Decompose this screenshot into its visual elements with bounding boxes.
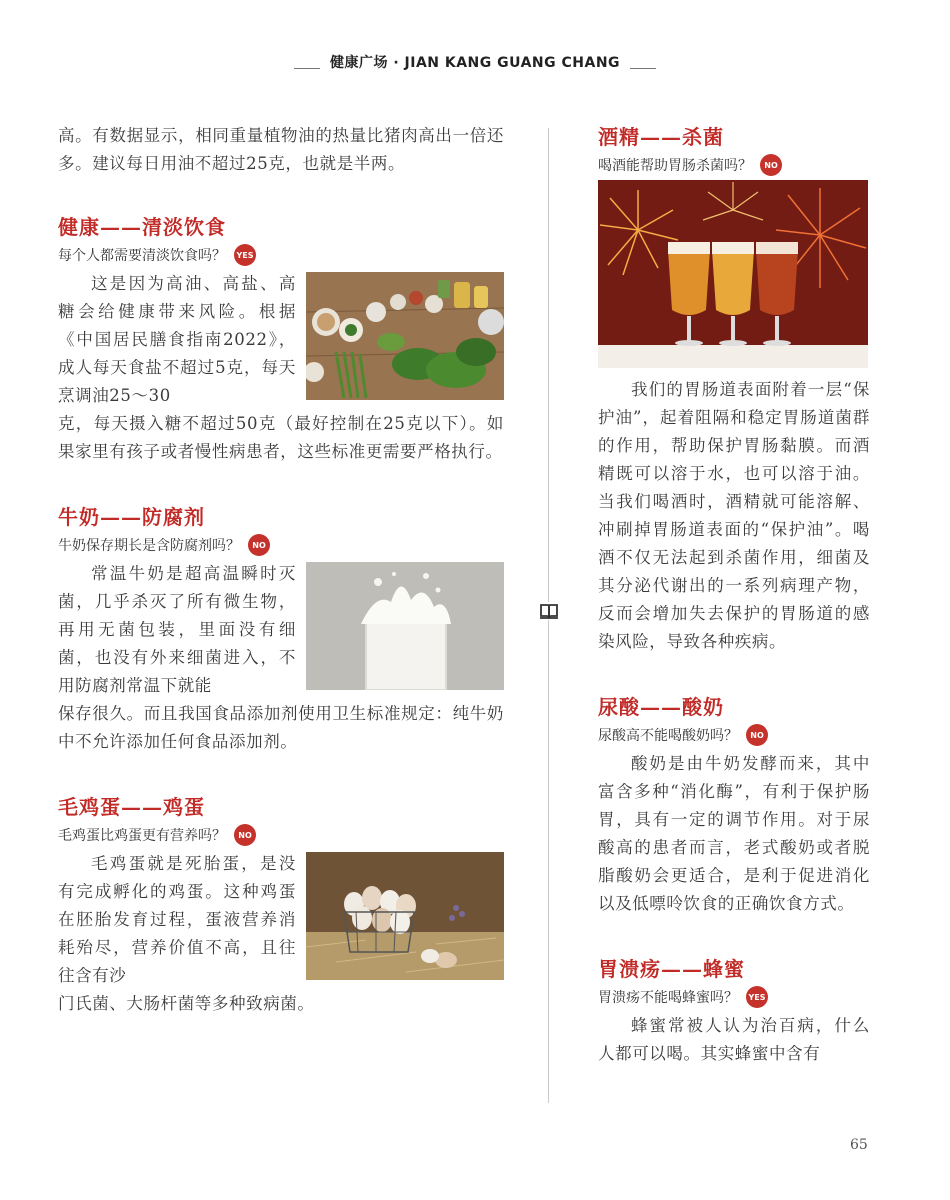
section-light-diet (58, 212, 504, 466)
section-uric-acid (598, 692, 870, 918)
question-line (58, 532, 504, 558)
question-line (58, 822, 504, 848)
section-alcohol (598, 122, 870, 656)
section-title: 毛鸡蛋——鸡蛋 (58, 795, 205, 819)
yes-badge: YES (234, 244, 256, 266)
question-text: 尿酸高不能喝酸奶吗？ (598, 728, 738, 744)
no-badge: NO (746, 724, 768, 746)
no-badge: NO (760, 154, 782, 176)
header-text: 健康广场 · JIAN KANG GUANG CHANG (329, 55, 621, 71)
paragraph: 蜂蜜常被人认为治百病，什么人都可以喝。其实蜂蜜中含有 (598, 1016, 870, 1063)
paragraph: 我们的胃肠道表面附着一层“保护油”，起着阻隔和稳定胃肠道菌群的作用，帮助保护胃肠黏膜。而酒精既可以溶于水，也可以溶于油。当我们喝酒时，酒精就可能溶解、冲刷掉胃肠道表面的“保护油”。喝酒不仅无法起到杀菌作用，细菌及其分泌代谢出的一系列病理产物，反而会增加失去保护的胃肠道的感染风险，导致各种疾病。 (598, 380, 870, 651)
intro-paragraph: 高。有数据显示，相同重量植物油的热量比猪肉高出一倍还多。建议每日用油不超过25克，也就是半两。 (58, 126, 504, 173)
paragraph-wrap: 这是因为高油、高盐、高糖会给健康带来风险。根据《中国居民膳食指南2022》，成人每天食盐不超过5克，每天烹调油25～30 (58, 274, 296, 405)
paragraph-rest: 保存很久。而且我国食品添加剂使用卫生标准规定：纯牛奶中不允许添加任何食品添加剂。 (58, 704, 504, 751)
paragraph-wrap: 常温牛奶是超高温瞬时灭菌，几乎杀灭了所有微生物，再用无菌包装，里面没有细菌，也没有外来细菌进入，不用防腐剂常温下就能 (58, 564, 296, 695)
no-badge: NO (234, 824, 256, 846)
book-icon (539, 602, 559, 620)
running-header (0, 50, 950, 74)
paragraph-rest: 门氏菌、大肠杆菌等多种致病菌。 (58, 994, 315, 1013)
section-title: 牛奶——防腐剂 (58, 505, 205, 529)
no-badge: NO (248, 534, 270, 556)
question-line (598, 722, 870, 748)
beer-fireworks-photo (598, 180, 868, 368)
question-text: 胃溃疡不能喝蜂蜜吗？ (598, 990, 738, 1006)
header-rule-right (630, 68, 656, 69)
question-text: 牛奶保存期长是含防腐剂吗？ (58, 538, 240, 554)
paragraph: 酸奶是由牛奶发酵而来，其中富含多种“消化酶”，有利于保护肠胃，具有一定的调节作用。对于尿酸高的患者而言，老式酸奶或者脱脂酸奶会更适合，是利于促进消化以及低嘌呤饮食的正确饮食方式。 (598, 754, 870, 913)
section-title: 健康——清淡饮食 (58, 215, 226, 239)
eggs-photo (306, 852, 504, 980)
question-text: 喝酒能帮助胃肠杀菌吗？ (598, 158, 752, 174)
section-title: 尿酸——酸奶 (598, 695, 724, 719)
vegetables-photo (306, 272, 504, 400)
question-line (598, 152, 870, 178)
yes-badge: YES (746, 986, 768, 1008)
paragraph-rest: 克，每天摄入糖不超过50克（最好控制在25克以下）。如果家里有孩子或者慢性病患者，这些标准更需要严格执行。 (58, 414, 504, 461)
section-milk (58, 502, 504, 756)
page-number: 65 (850, 1137, 868, 1153)
left-column (58, 122, 504, 1018)
question-line (58, 242, 504, 268)
section-eggs (58, 792, 504, 1018)
milk-photo (306, 562, 504, 690)
section-title: 酒精——杀菌 (598, 125, 724, 149)
right-column (598, 122, 870, 1068)
header-rule-left (294, 68, 320, 69)
question-text: 毛鸡蛋比鸡蛋更有营养吗？ (58, 828, 226, 844)
section-title: 胃溃疡——蜂蜜 (598, 957, 745, 981)
question-text: 每个人都需要清淡饮食吗？ (58, 248, 226, 264)
question-line (598, 984, 870, 1010)
section-ulcer (598, 954, 870, 1068)
paragraph-wrap: 毛鸡蛋就是死胎蛋，是没有完成孵化的鸡蛋。这种鸡蛋在胚胎发育过程，蛋液营养消耗殆尽，营养价值不高，且往往含有沙 (58, 854, 296, 985)
